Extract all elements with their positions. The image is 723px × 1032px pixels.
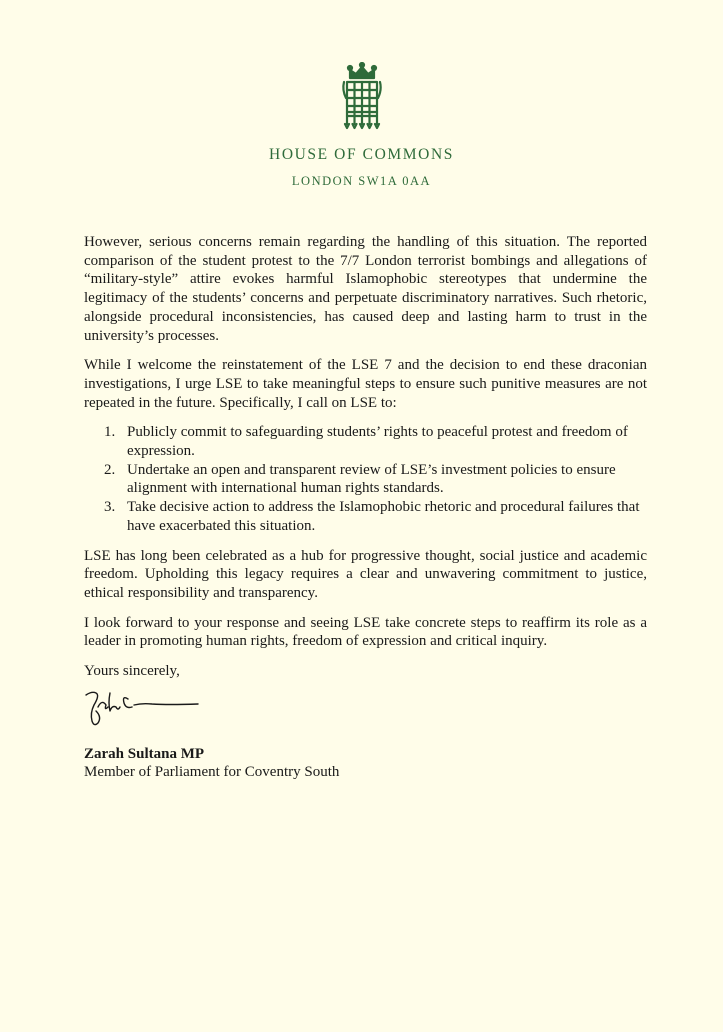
portcullis-icon [340,62,384,130]
list-item-text: Take decisive action to address the Islamophobic rhetoric and procedural failures that have exacerbated this situation. [127,499,640,534]
list-item-text: Undertake an open and transparent review of LSE’s investment policies to ensure alignment with international human rights standards. [127,461,616,497]
letterhead [0,62,723,130]
requests-list [84,423,647,535]
paragraph-1: However, serious concerns remain regarding the handling of this situation. The reported comparison of the student protest to the 7/7 London terrorist bombings and allegations of “military-style” attire evokes harmful Islamophobic stereotypes that undermine the legitimacy of the students’ concerns and perpetuate discriminatory narratives. Such rhetoric, alongside procedural inconsistencies, has caused deep and lasting harm to trust in the university’s processes. [84,234,647,344]
signer-name: Zarah Sultana MP [84,745,205,762]
letter-body [84,233,647,782]
list-item-number: 2. [104,461,116,478]
paragraph-3: LSE has long been celebrated as a hub for progressive thought, social justice and academic freedom. Upholding this legacy requires a clear and unwavering commitment to justice, ethical responsibility and transparency. [84,547,647,601]
list-item [104,423,647,460]
address-line: LONDON SW1A 0AA [291,174,432,188]
signer-role: Member of Parliament for Coventry South [84,764,340,781]
handwritten-signature [82,685,202,731]
list-item-number: 1. [104,424,116,441]
list-item-text: Publicly commit to safeguarding students’ rights to peaceful protest and freedom of expression. [127,424,628,460]
list-item-number: 3. [104,499,116,516]
list-item [104,498,647,535]
paragraph-2: While I welcome the reinstatement of the LSE 7 and the decision to end these draconian investigations, I urge LSE to take meaningful steps to ensure such punitive measures are not repeated in the future. Specifically, I call on LSE to: [84,357,647,411]
paragraph-4: I look forward to your response and seeing LSE take concrete steps to reaffirm its role as a leader in promoting human rights, freedom of expression and critical inquiry. [84,614,647,650]
house-of-commons-heading: HOUSE OF COMMONS [269,146,454,163]
list-item [104,461,647,498]
closing-salutation: Yours sincerely, [84,663,180,680]
